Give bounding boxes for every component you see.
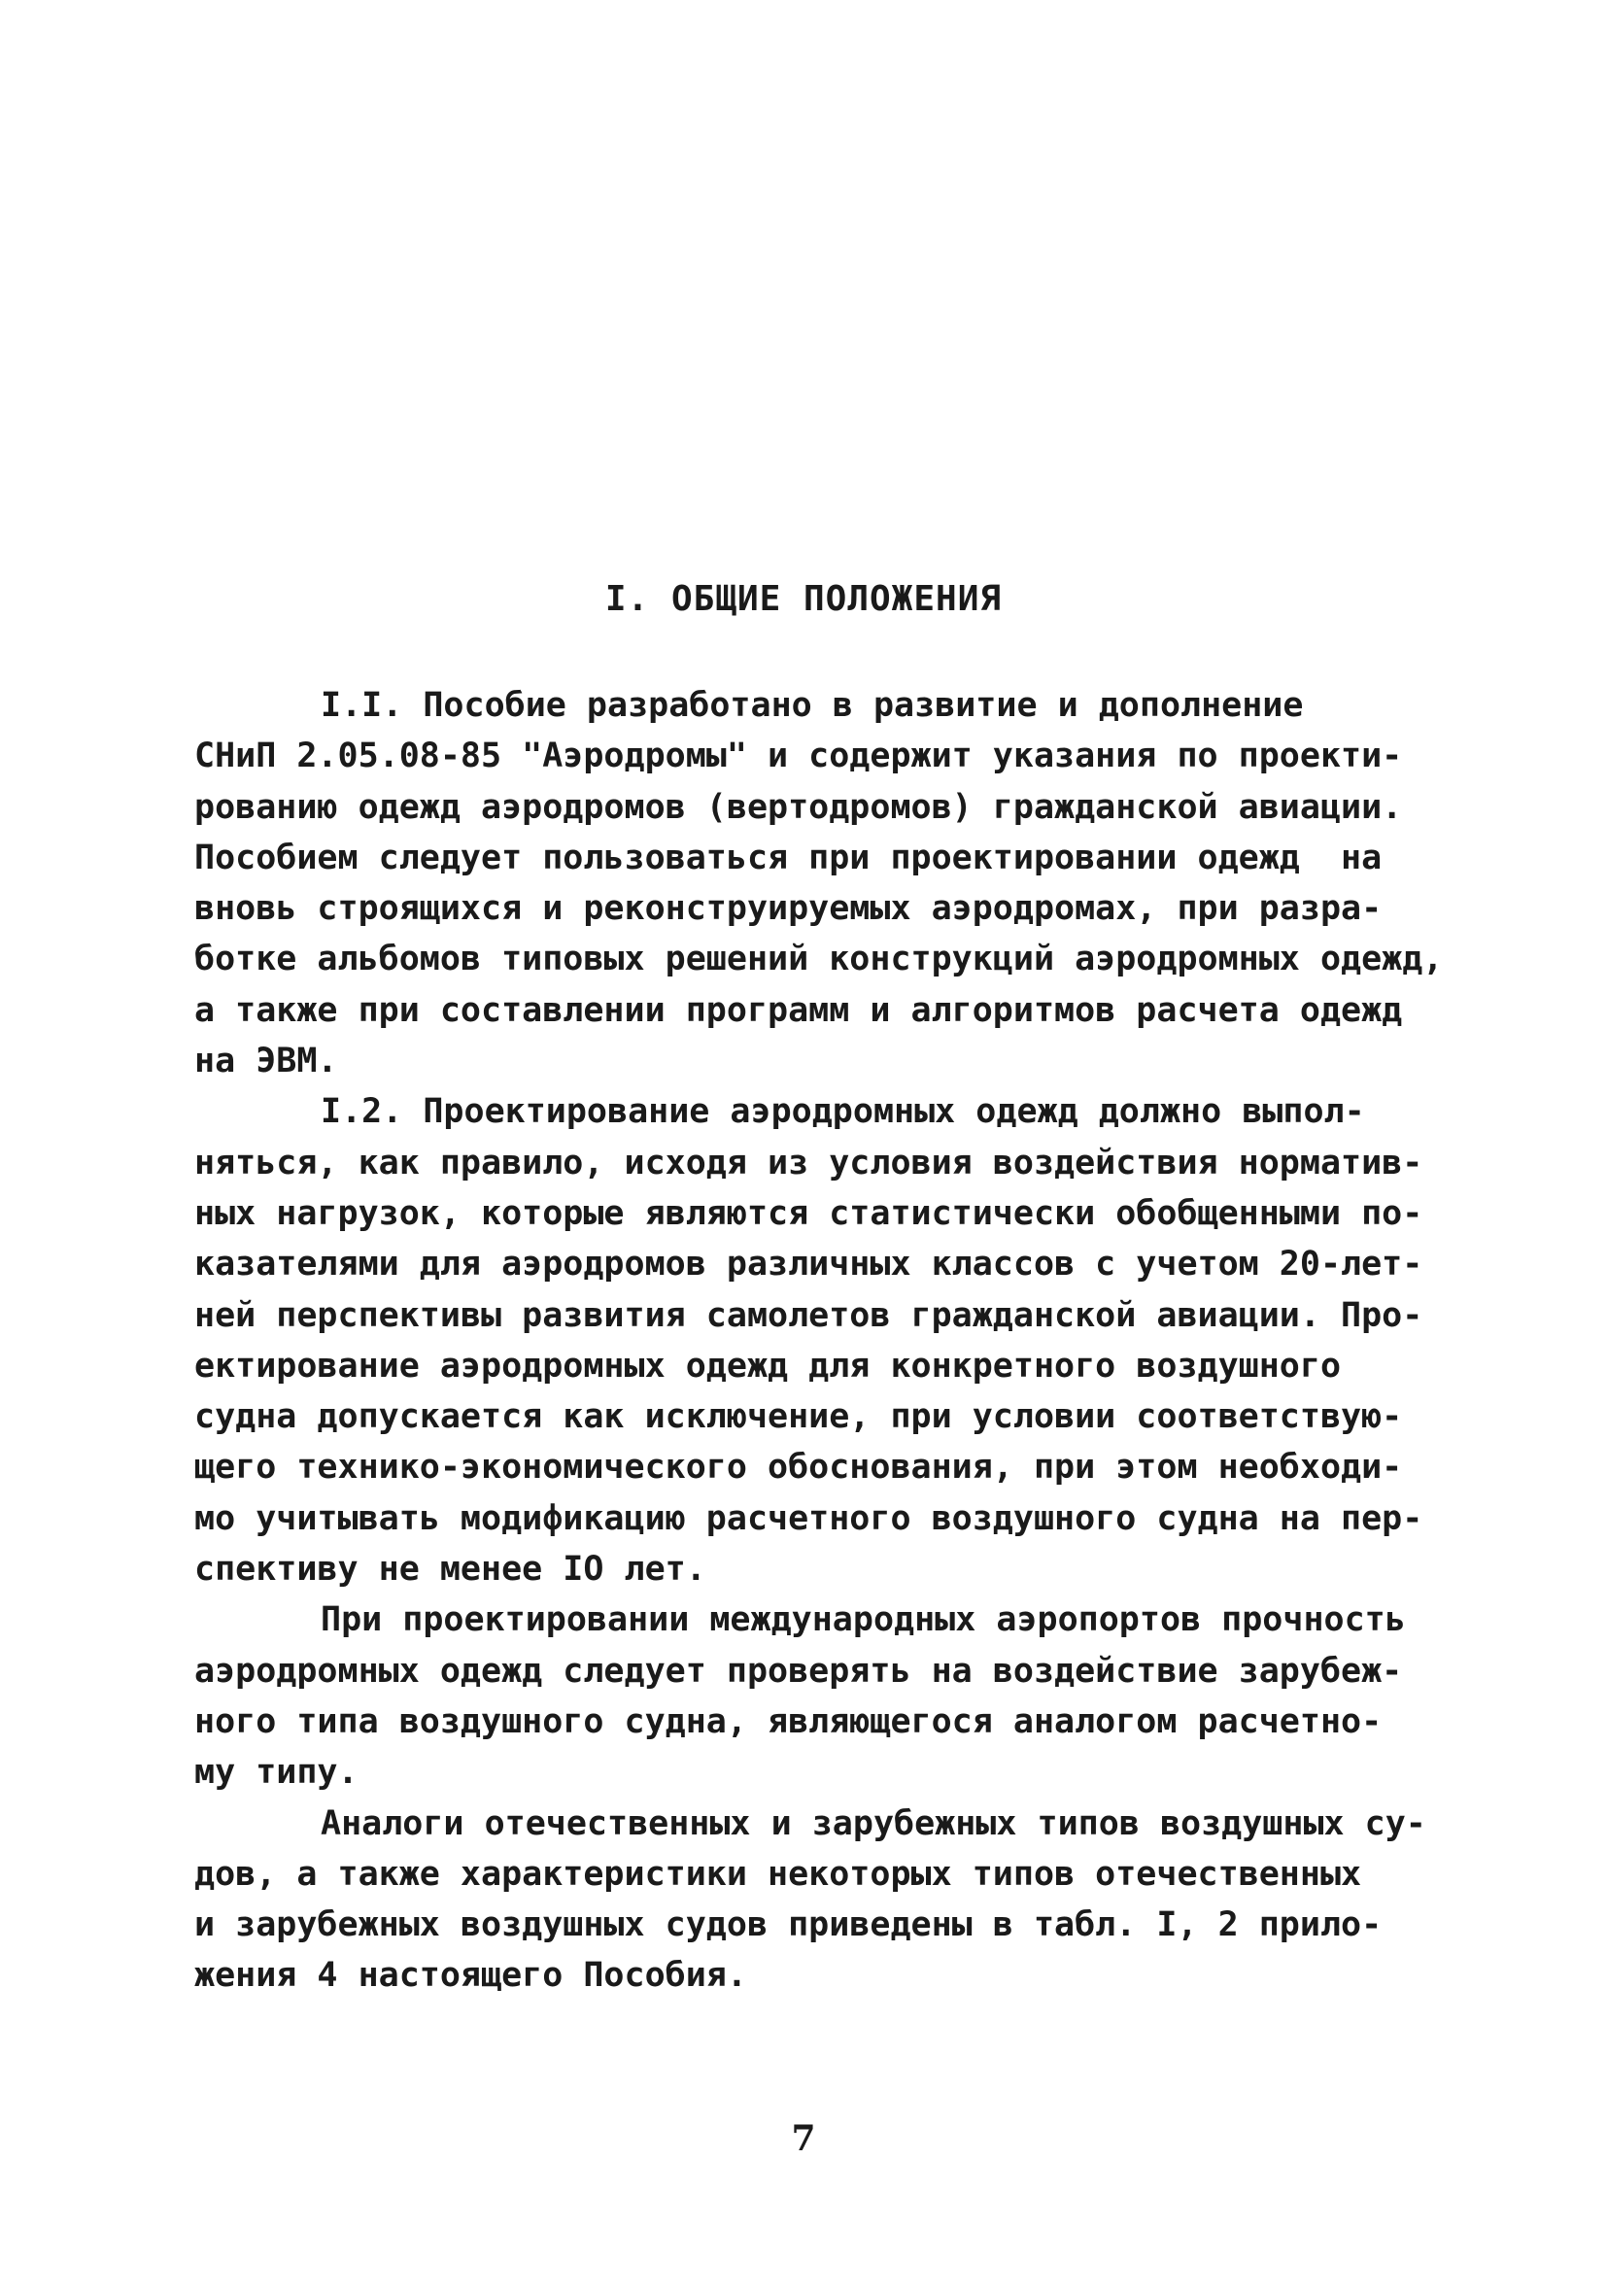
paragraph-4-line-2: дов, а также характеристики некоторых типов отечественных (194, 1854, 1362, 1894)
paragraph-4-line-3: и зарубежных воздушных судов приведены в табл. I, 2 прило- (194, 1905, 1383, 1945)
paragraph-2-line-10: спективу не менее IO лет. (194, 1550, 706, 1590)
paragraph-1-line-3: рованию одежд аэродромов (вертодромов) гражданской авиации. (194, 787, 1403, 827)
paragraph-3-line-2: аэродромных одежд следует проверять на воздействие зарубеж- (194, 1651, 1403, 1691)
paragraph-2-line-5: ней перспективы развития самолетов гражданской авиации. Про- (194, 1295, 1423, 1335)
paragraph-1-line-7: а также при составлении программ и алгоритмов расчета одежд (194, 990, 1403, 1030)
paragraph-4-line-1: Аналоги отечественных и зарубежных типов воздушных су- (321, 1803, 1426, 1843)
paragraph-1-line-5: вновь строящихся и реконструируемых аэродромах, при разра- (194, 889, 1383, 929)
paragraph-3-line-3: ного типа воздушного судна, являющегося аналогом расчетно- (194, 1701, 1383, 1741)
paragraph-2-line-3: ных нагрузок, которые являются статистически обобщенными по- (194, 1193, 1423, 1233)
paragraph-1-line-8: на ЭВМ. (194, 1042, 338, 1081)
paragraph-1-line-4: Пособием следует пользоваться при проектировании одежд на (194, 838, 1383, 877)
paragraph-1-line-6: ботке альбомов типовых решений конструкций аэродромных одежд, (194, 940, 1444, 979)
paragraph-2-line-7: судна допускается как исключение, при условии соответствую- (194, 1397, 1403, 1437)
section-heading: I. ОБЩИЕ ПОЛОЖЕНИЯ (604, 579, 1003, 619)
paragraph-2-line-6: ектирование аэродромных одежд для конкретного воздушного (194, 1346, 1342, 1386)
paragraph-1-line-2: СНиП 2.05.08-85 "Аэродромы" и содержит указания по проекти- (194, 737, 1403, 776)
paragraph-2-line-2: няться, как правило, исходя из условия воздействия норматив- (194, 1143, 1423, 1182)
paragraph-3-line-4: му типу. (194, 1753, 359, 1793)
paragraph-2-line-9: мо учитывать модификацию расчетного воздушного судна на пер- (194, 1498, 1423, 1538)
document-body (194, 680, 1457, 2002)
paragraph-2-line-1: I.2. Проектирование аэродромных одежд должно выпол- (321, 1092, 1365, 1132)
paragraph-1-line-1: I.I. Пособие разработано в развитие и дополнение (321, 686, 1304, 725)
paragraph-2-line-8: щего технико-экономического обоснования, при этом необходи- (194, 1448, 1403, 1488)
paragraph-3-line-1: При проектировании международных аэропортов прочность (321, 1600, 1406, 1640)
paragraph-2-line-4: казателями для аэродромов различных классов с учетом 20-лет- (194, 1245, 1423, 1285)
paragraph-4-line-4: жения 4 настоящего Пособия. (194, 1956, 747, 1996)
page-number: 7 (791, 2118, 816, 2159)
